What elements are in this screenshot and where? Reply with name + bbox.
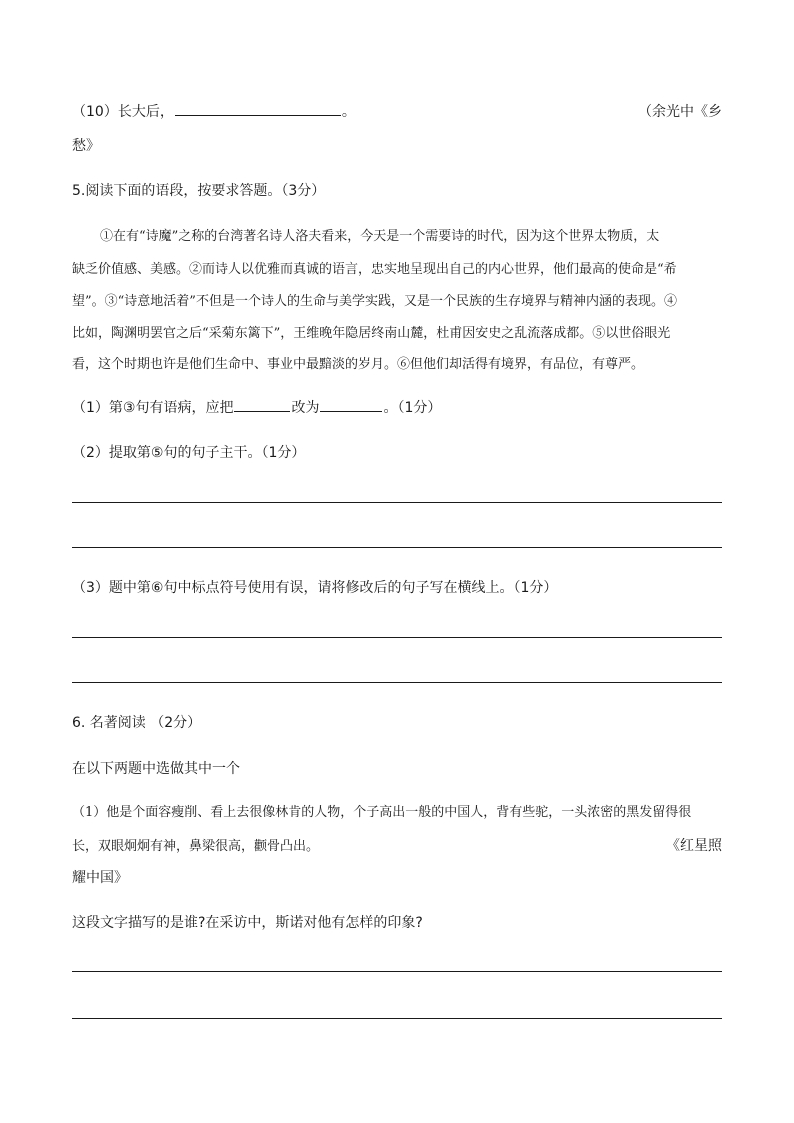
q5-sub2-answer-line-1[interactable] — [72, 502, 722, 503]
q6-source-cont: 耀中国》 — [72, 870, 128, 886]
q5-sub2-answer-line-2[interactable] — [72, 547, 722, 548]
q5-title: 5.阅读下面的语段，按要求答题。（3分） — [72, 183, 326, 199]
q4-10-source: （余光中《乡 — [638, 104, 722, 120]
q6-instruction: 在以下两题中选做其中一个 — [72, 761, 240, 777]
q6-question: 这段文字描写的是谁?在采访中，斯诺对他有怎样的印象? — [72, 915, 423, 931]
q4-10-source-cont: 愁》 — [72, 138, 100, 154]
q6-sub1-line-1: （1）他是个面容瘦削、看上去很像林肯的人物，个子高出一般的中国人，背有些驼，一头浓密的黑发留得很 — [72, 805, 692, 820]
q5-sub1-prefix: （1）第③句有语病，应把 — [72, 400, 234, 416]
q6-sub1-line-2: 长，双眼炯炯有神，鼻梁很高，颧骨凸出。 — [72, 839, 320, 854]
q5-sub1-mid: 改为 — [291, 400, 320, 416]
q5-sub1-suffix: 。（1分） — [383, 400, 442, 416]
q5-passage-line-2: 缺乏价值感、美感。②而诗人以优雅而真诚的语言，忠实地呈现出自己的内心世界，他们最高的使命是“希 — [72, 262, 677, 277]
q4-10-label: （10）长大后， — [72, 104, 174, 120]
q5-passage-line-5: 看，这个时期也许是他们生命中、事业中最黯淡的岁月。⑥但他们却活得有境界，有品位，有尊严。 — [72, 357, 645, 372]
q6-source: 《红星照 — [666, 838, 722, 854]
q5-sub1-blank-to[interactable] — [320, 397, 382, 412]
q6-title: 6. 名著阅读 （2分） — [72, 715, 202, 731]
q5-sub1-blank-from[interactable] — [234, 397, 290, 412]
q5-sub2: （2）提取第⑤句的句子主干。（1分） — [72, 445, 306, 461]
q6-answer-line-1[interactable] — [72, 971, 722, 972]
q4-10-line — [72, 101, 356, 121]
q4-10-answer-blank[interactable] — [175, 101, 341, 116]
q5-passage-line-4: 比如，陶渊明罢官之后“采菊东篱下”，王维晚年隐居终南山麓，杜甫因安史之乱流落成都。⑤以世俗眼光 — [72, 326, 671, 341]
q5-passage-line-3: 望”。③“诗意地活着”不但是一个诗人的生命与美学实践，又是一个民族的生存境界与精神内涵的表现。④ — [72, 294, 677, 309]
q4-10-end: 。 — [341, 104, 356, 120]
q5-passage-line-1: ①在有“诗魔”之称的台湾著名诗人洛夫看来，今天是一个需要诗的时代，因为这个世界太物质，太 — [100, 229, 660, 244]
q5-sub3-answer-line-1[interactable] — [72, 637, 722, 638]
q5-sub1 — [72, 397, 441, 417]
q6-answer-line-2[interactable] — [72, 1018, 722, 1019]
q5-sub3-answer-line-2[interactable] — [72, 682, 722, 683]
q5-sub3: （3）题中第⑥句中标点符号使用有误，请将修改后的句子写在横线上。（1分） — [72, 580, 558, 596]
